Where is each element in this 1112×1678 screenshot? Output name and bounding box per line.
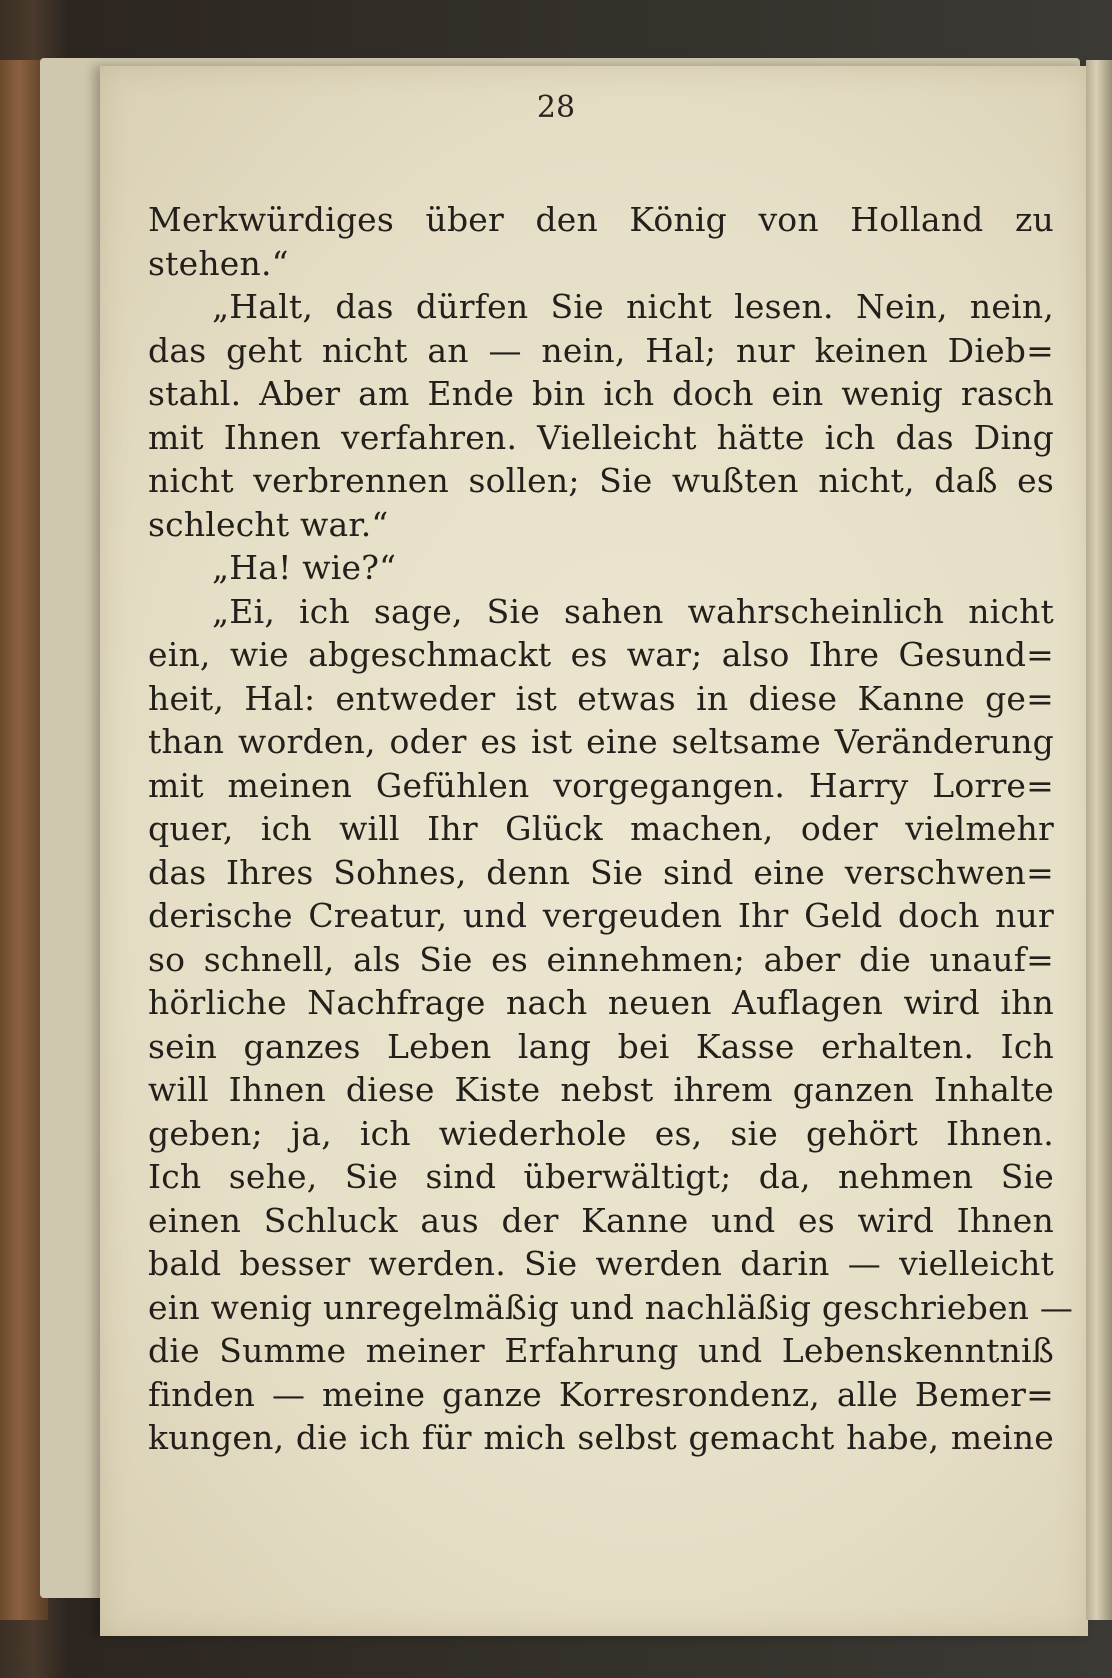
text-line: mit meinen Gefühlen vorgegangen. Harry Lorre= bbox=[148, 765, 1054, 805]
text-line: quer, ich will Ihr Glück machen, oder vielmehr bbox=[148, 809, 1054, 848]
text-line: mit Ihnen verfahren. Vielleicht hätte ich das Ding bbox=[148, 417, 1054, 457]
text-line: hörliche Nachfrage nach neuen Auflagen wird ihn bbox=[148, 983, 1054, 1022]
text-line: schlecht war.“ bbox=[148, 504, 389, 544]
text-line: sein ganzes Leben lang bei Kasse erhalten. Ich bbox=[148, 1026, 1054, 1066]
text-line: einen Schluck aus der Kanne und es wird Ihnen bbox=[148, 1200, 1054, 1240]
text-line: will Ihnen diese Kiste nebst ihrem ganzen Inhalte bbox=[148, 1070, 1054, 1109]
text-line: „Ei, ich sage, Sie sahen wahrscheinlich nicht bbox=[212, 591, 1054, 631]
text-line: „Halt, das dürfen Sie nicht lesen. Nein, nein, bbox=[212, 287, 1054, 326]
text-line: ein wenig unregelmäßig und nachläßig geschrieben — bbox=[148, 1287, 1074, 1327]
text-line: das geht nicht an — nein, Hal; nur keinen Dieb= bbox=[148, 330, 1054, 370]
text-line: stahl. Aber am Ende bin ich doch ein wenig rasch bbox=[148, 374, 1054, 413]
text-line: geben; ja, ich wiederhole es, sie gehört Ihnen. bbox=[148, 1113, 1054, 1153]
text-line: „Ha! wie?“ bbox=[212, 548, 397, 587]
text-line: kungen, die ich für mich selbst gemacht habe, meine bbox=[148, 1418, 1054, 1457]
text-line: die Summe meiner Erfahrung und Lebenskenntniß bbox=[148, 1331, 1054, 1370]
text-line: so schnell, als Sie es einnehmen; aber die unauf= bbox=[148, 939, 1054, 979]
text-line: derische Creatur, und vergeuden Ihr Geld doch nur bbox=[148, 896, 1054, 935]
text-line: finden — meine ganze Korresrondenz, alle Bemer= bbox=[148, 1374, 1054, 1414]
text-line: heit, Hal: entweder ist etwas in diese Kanne ge= bbox=[148, 678, 1054, 718]
text-line: Ich sehe, Sie sind überwältigt; da, nehmen Sie bbox=[148, 1157, 1054, 1196]
text-line: stehen.“ bbox=[148, 243, 289, 283]
text-line: das Ihres Sohnes, denn Sie sind eine verschwen= bbox=[148, 852, 1054, 892]
text-line: than worden, oder es ist eine seltsame Veränderung bbox=[148, 722, 1054, 761]
text-line: nicht verbrennen sollen; Sie wußten nicht, daß es bbox=[148, 461, 1054, 500]
text-line: bald besser werden. Sie werden darin — vielleicht bbox=[148, 1244, 1054, 1283]
text-line: Merkwürdiges über den König von Holland zu bbox=[148, 200, 1054, 239]
text-line: ein, wie abgeschmackt es war; also Ihre Gesund= bbox=[148, 635, 1054, 674]
page-number: 28 bbox=[536, 90, 576, 125]
page-text bbox=[148, 198, 1074, 1460]
page-gutter bbox=[1086, 60, 1112, 1620]
